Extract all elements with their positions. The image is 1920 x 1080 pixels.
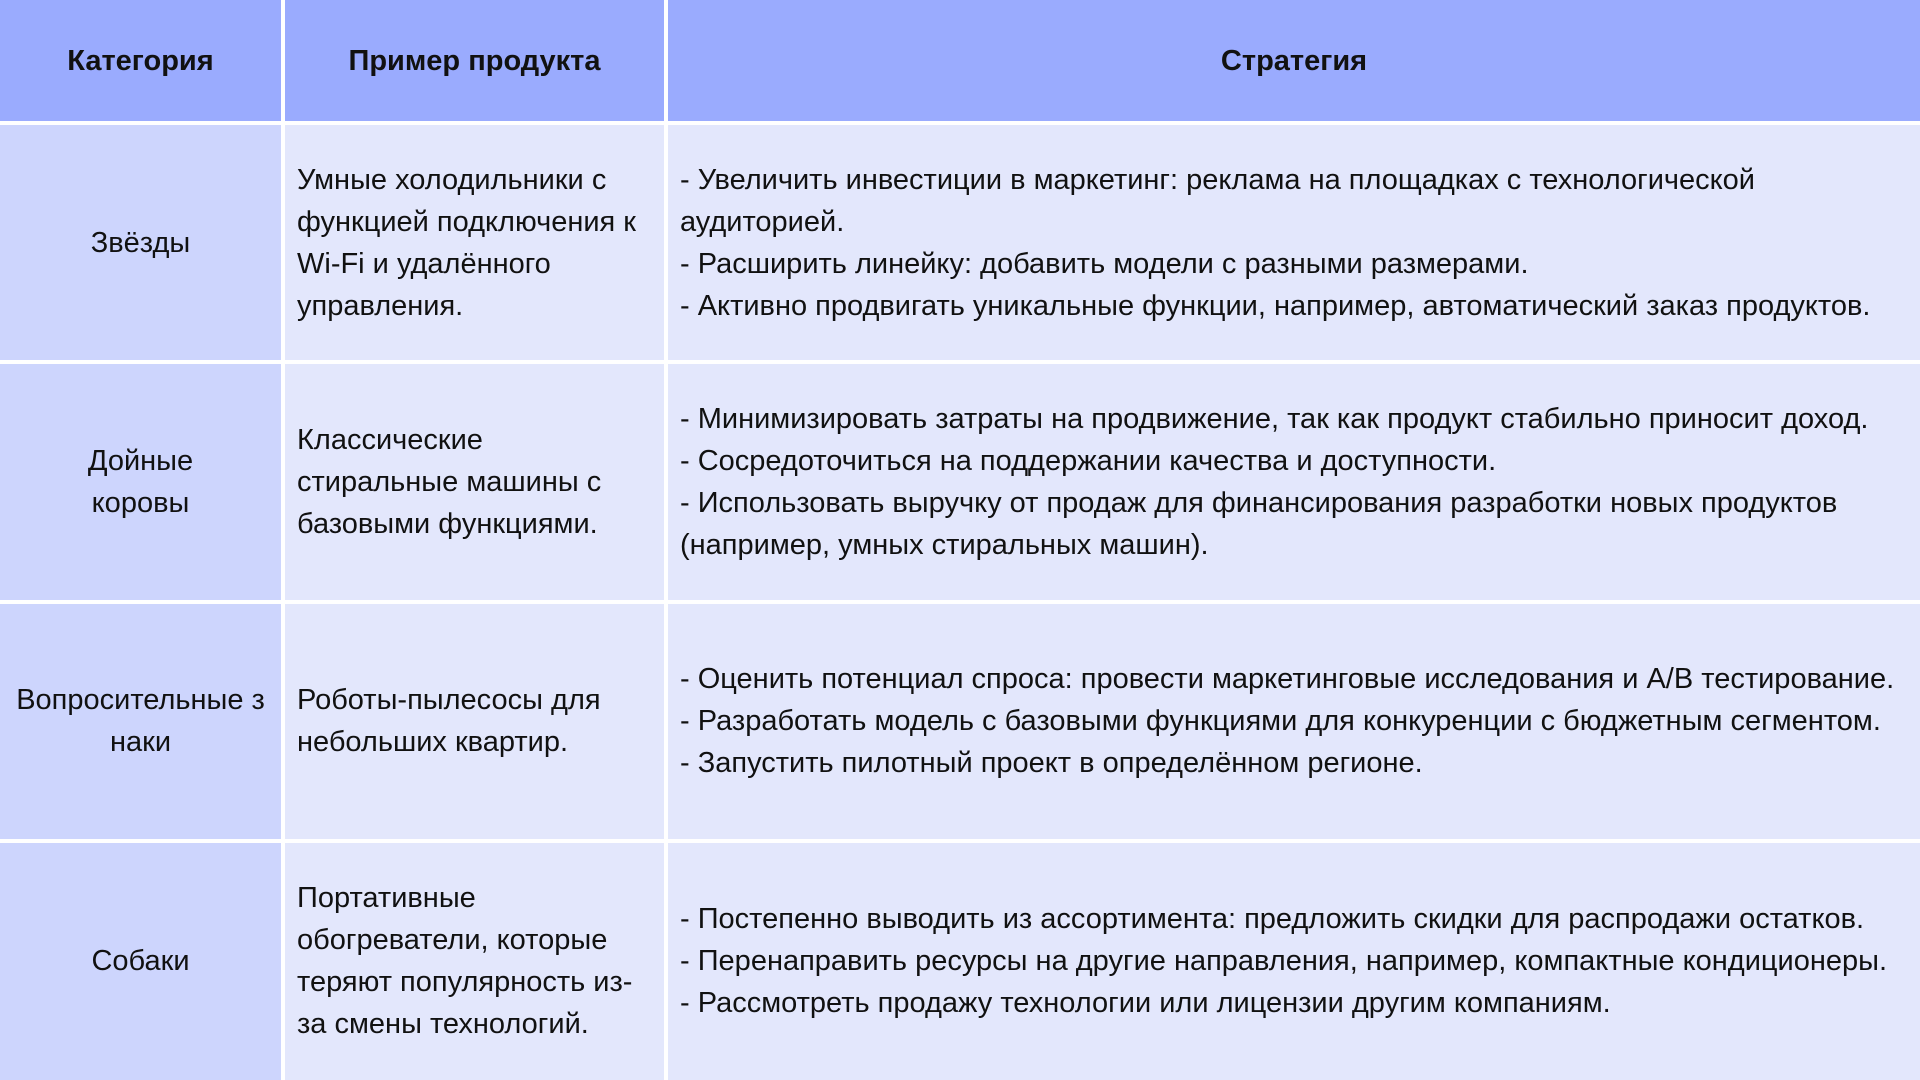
category-cell: Дойные коровы [0,362,283,601]
table-row [0,841,1920,1080]
strategy-item: - Перенаправить ресурсы на другие направления, например, компактные кондиционеры. [680,945,1887,978]
header-row [0,0,1920,123]
table-row [0,123,1920,362]
strategy-item: - Сосредоточиться на поддержании качества и доступности. [680,444,1497,477]
category-cell: Собаки [0,841,283,1080]
product-cell: Классические стиральные машины с базовыми функциями. [283,362,666,601]
product-cell: Портативные обогреватели, которые теряют популярность из-за смены технологий. [283,841,666,1080]
strategy-item: - Минимизировать затраты на продвижение, так как продукт стабильно приносит доход. [680,402,1869,435]
strategy-cell [666,841,1920,1080]
strategy-item: - Запустить пилотный проект в определённом регионе. [680,747,1423,780]
category-cell: Звёзды [0,123,283,362]
table-row [0,362,1920,601]
header-strategy: Стратегия [666,0,1920,123]
strategy-item: - Постепенно выводить из ассортимента: предложить скидки для распродажи остатков. [680,903,1865,936]
header-product: Пример продукта [283,0,666,123]
header-category: Категория [0,0,283,123]
strategy-item: - Расширить линейку: добавить модели с разными размерами. [680,247,1529,280]
table-row [0,602,1920,841]
category-cell: Вопросительные знаки [0,602,283,841]
strategy-cell [666,362,1920,601]
strategy-item: - Рассмотреть продажу технологии или лицензии другим компаниям. [680,987,1611,1020]
product-cell: Роботы-пылесосы для небольших квартир. [283,602,666,841]
strategy-cell [666,602,1920,841]
strategy-item: - Оценить потенциал спроса: провести маркетинговые исследования и A/B тестирование. [680,663,1895,696]
strategy-item: - Увеличить инвестиции в маркетинг: реклама на площадках с технологической аудиторией. [680,163,1756,238]
strategy-cell [666,123,1920,362]
strategy-item: - Разработать модель с базовыми функциями для конкуренции с бюджетным сегментом. [680,705,1881,738]
strategy-item: - Активно продвигать уникальные функции, например, автоматический заказ продуктов. [680,289,1871,322]
strategy-item: - Использовать выручку от продаж для финансирования разработки новых продуктов (например, умных стиральных машин). [680,486,1838,561]
product-cell: Умные холодильники с функцией подключения к Wi-Fi и удалённого управления. [283,123,666,362]
